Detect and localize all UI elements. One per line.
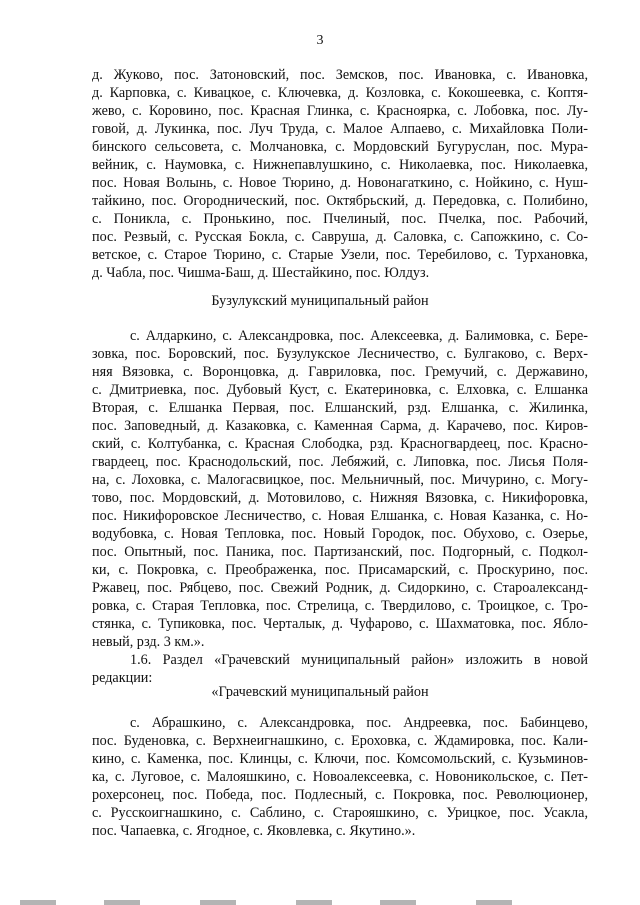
text-line: Ржавец, пос. Рябцево, пос. Свежий Родник, д. Сидоркино, с. Староалександ- (92, 580, 588, 596)
text-line: жево, с. Коровино, пос. Красная Глинка, с. Красноярка, с. Лобовка, пос. Лу- (92, 103, 588, 119)
text-line: 1.6. Раздел «Грачевский муниципальный район» изложить в новой (130, 652, 588, 668)
text-line: рохерсонец, пос. Победа, пос. Подлесный, с. Покровка, пос. Революционер, (92, 787, 588, 803)
text-line: невый, рзд. 3 км.». (92, 634, 205, 650)
text-line: с. Алдаркино, с. Александровка, пос. Алексеевка, д. Балимовка, с. Бере- (130, 328, 588, 344)
text-line: говой, д. Лукинка, пос. Луч Труда, с. Малое Алпаево, с. Михайловка Поли- (92, 121, 588, 137)
text-line: няя Вязовка, с. Воронцовка, д. Гавриловка, пос. Гремучий, с. Державино, (92, 364, 588, 380)
text-line: водубовка, с. Новая Тепловка, пос. Новый Городок, пос. Обухово, с. Озерье, (92, 526, 588, 542)
text-line: ка, с. Луговое, с. Малояшкино, с. Новоалексеевка, с. Новоникольское, с. Пет- (92, 769, 588, 785)
text-line: пос. Опытный, пос. Паника, пос. Партизанский, пос. Подгорный, с. Подкол- (92, 544, 588, 560)
text-line: зовка, пос. Боровский, пос. Бузулукское Лесничество, с. Булгаково, с. Верх- (92, 346, 588, 362)
text-line: ки, с. Покровка, с. Преображенка, пос. Присамарский, с. Проскурино, пос. (92, 562, 588, 578)
text-line: пос. Никифоровское Лесничество, с. Новая Елшанка, с. Новая Казанка, с. Но- (92, 508, 588, 524)
text-line: пос. Резвый, с. Русская Бокла, с. Савруша, д. Саловка, с. Сапожкино, с. Со- (92, 229, 588, 245)
text-line: пос. Буденовка, с. Верхнеигнашкино, с. Ероховка, с. Ждамировка, пос. Кали- (92, 733, 588, 749)
text-line: ветское, с. Старое Тюрино, с. Старые Узели, пос. Теребилово, с. Турхановка, (92, 247, 588, 263)
text-line: с. Абрашкино, с. Александровка, пос. Андреевка, пос. Бабинцево, (130, 715, 588, 731)
text-line: д. Жуково, пос. Затоновский, пос. Земсков, пос. Ивановка, с. Ивановка, (92, 67, 588, 83)
text-line: ский, с. Колтубанка, с. Красная Слободка, рзд. Красногвардеец, пос. Красно- (92, 436, 588, 452)
text-line: ровка, с. Старая Тепловка, пос. Стрелица, с. Твердилово, с. Троицкое, с. Тро- (92, 598, 588, 614)
text-line: тово, пос. Мордовский, д. Мотовилово, с. Нижняя Вязовка, с. Никифоровка, (92, 490, 588, 506)
scan-edge-artifact (20, 900, 620, 905)
text-line: с. Поникла, с. Пронькино, пос. Пчелиный, пос. Пчелка, пос. Рабочий, (92, 211, 588, 227)
text-line: редакции: (92, 670, 153, 686)
text-line: пос. Заповедный, д. Казаковка, с. Каменная Сарма, д. Карачево, пос. Киров- (92, 418, 588, 434)
text-line: с. Русскоигнашкино, с. Саблино, с. Старояшкино, с. Урицкое, пос. Усакла, (92, 805, 588, 821)
text-line: пос. Новая Волынь, с. Новое Тюрино, д. Новонагаткино, с. Нойкино, с. Нуш- (92, 175, 588, 191)
text-line: тайкино, пос. Огороднический, пос. Октябрьский, д. Передовка, с. Полибино, (92, 193, 588, 209)
text-line: пос. Чапаевка, с. Ягодное, с. Яковлевка, с. Якутино.». (92, 823, 416, 839)
text-line: д. Чабла, пос. Чишма-Баш, д. Шестайкино, пос. Юлдуз. (92, 265, 430, 281)
text-line: стянка, с. Тупиковка, пос. Черталык, д. Чуфарово, с. Шахматовка, пос. Ябло- (92, 616, 588, 632)
text-line: вейник, с. Наумовка, с. Нижнепавлушкино, с. Николаевка, пос. Николаевка, (92, 157, 588, 173)
text-line: д. Карповка, с. Кивацкое, с. Ключевка, д. Козловка, с. Кокошеевка, с. Коптя- (92, 85, 588, 101)
text-line: на, с. Лоховка, с. Малогасвицкое, пос. Мельничный, пос. Мичурино, с. Могу- (92, 472, 588, 488)
text-line: Вторая, с. Елшанка Первая, пос. Елшанский, рзд. Елшанка, с. Жилинка, (92, 400, 588, 416)
text-line: с. Дмитриевка, пос. Дубовый Куст, с. Екатериновка, с. Елховка, с. Елшанка (92, 382, 588, 398)
section-heading-grachevka: «Грачевский муниципальный район (211, 684, 429, 700)
section-heading-buzuluk: Бузулукский муниципальный район (211, 293, 429, 309)
text-line: гвардеец, пос. Краснодольский, пос. Лебяжий, с. Липовка, пос. Лисья Поля- (92, 454, 588, 470)
page-number: 3 (316, 33, 324, 48)
text-line: бинского сельсовета, с. Молчановка, с. Мордовский Бугуруслан, пос. Мура- (92, 139, 588, 155)
text-line: кино, с. Каменка, пос. Клинцы, с. Ключи, пос. Комсомольский, с. Кузьминов- (92, 751, 588, 767)
